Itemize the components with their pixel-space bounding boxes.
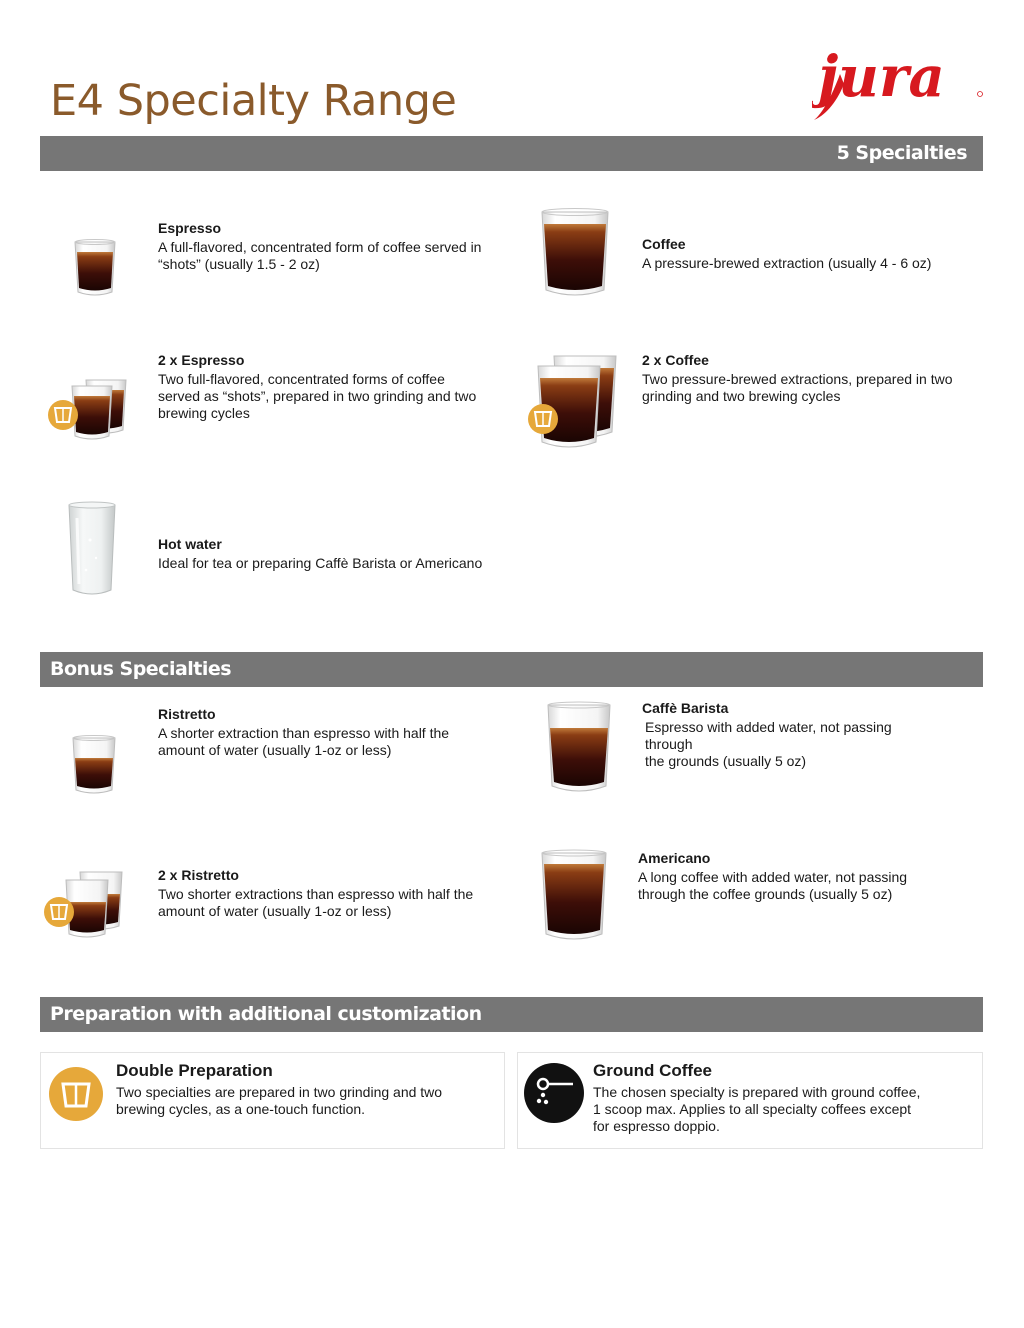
caffe-barista-glass-icon	[544, 700, 614, 796]
card-description: The chosen specialty is prepared with ground coffee, 1 scoop max. Applies to all specialty coffees except for espresso doppio.	[593, 1084, 921, 1134]
specialty-description: Espresso with added water, not passing through the grounds (usually 5 oz)	[645, 719, 892, 769]
card-description: Two specialties are prepared in two grinding and two brewing cycles, as a one-touch function.	[116, 1084, 443, 1117]
specialty-hot-water	[158, 535, 498, 572]
section-header-customization: Preparation with additional customization	[40, 997, 983, 1032]
specialty-description: Two full-flavored, concentrated forms of coffee served as “shots”, prepared in two grinding and two brewing cycles	[158, 371, 477, 421]
specialty-name: Hot water	[158, 536, 222, 552]
specialty-description: A full-flavored, concentrated form of coffee served in “shots” (usually 1.5 - 2 oz)	[158, 239, 482, 272]
specialty-name: Caffè Barista	[642, 700, 729, 716]
specialty-description: A pressure-brewed extraction (usually 4 - 6 oz)	[642, 255, 932, 271]
specialty-name: 2 x Ristretto	[158, 867, 239, 883]
specialty-description: Two shorter extractions than espresso with half the amount of water (usually 1-oz or less)	[158, 886, 474, 919]
specialty-name: 2 x Coffee	[642, 352, 709, 368]
logo-wordmark: jura	[818, 44, 945, 110]
specialty-name: Coffee	[642, 236, 686, 252]
specialty-2x-ristretto	[158, 866, 498, 920]
specialty-coffee	[642, 235, 972, 272]
specialty-description: A shorter extraction than espresso with half the amount of water (usually 1-oz or less)	[158, 725, 450, 758]
specialty-name: Ristretto	[158, 706, 216, 722]
card-title: Ground Coffee	[593, 1061, 712, 1080]
ground-coffee-scoop-icon	[523, 1062, 585, 1124]
ristretto-glass-icon	[70, 734, 118, 796]
specialty-espresso	[158, 219, 488, 273]
specialty-description: A long coffee with added water, not passing through the coffee grounds (usually 5 oz)	[638, 869, 908, 902]
double-coffee-glass-icon	[526, 352, 622, 452]
coffee-glass-icon	[538, 206, 612, 300]
americano-glass-icon	[538, 848, 610, 944]
specialty-americano	[638, 849, 928, 903]
double-cup-icon	[48, 1066, 104, 1122]
specialty-description: Ideal for tea or preparing Caffè Barista or Americano	[158, 555, 483, 571]
specialty-caffe-barista	[642, 699, 902, 770]
page-title: E4 Specialty Range	[50, 76, 457, 126]
card-ground-coffee	[517, 1052, 983, 1149]
section-header-specialties: 5 Specialties	[40, 136, 983, 171]
jura-logo-icon	[812, 44, 984, 124]
double-espresso-glass-icon	[46, 376, 130, 444]
specialty-2x-espresso	[158, 351, 488, 422]
specialty-name: 2 x Espresso	[158, 352, 245, 368]
hot-water-glass-icon	[66, 500, 118, 598]
section-header-bonus: Bonus Specialties	[40, 652, 983, 687]
card-title: Double Preparation	[116, 1061, 273, 1080]
specialty-name: Espresso	[158, 220, 222, 236]
double-ristretto-glass-icon	[42, 868, 128, 942]
jura-logo	[812, 44, 984, 129]
specialty-name: Americano	[638, 850, 711, 866]
specialty-description: Two pressure-brewed extractions, prepared in two grinding and two brewing cycles	[642, 371, 953, 404]
espresso-glass-icon	[72, 238, 118, 298]
specialty-ristretto	[158, 705, 488, 759]
card-double-preparation	[40, 1052, 505, 1149]
specialty-2x-coffee	[642, 351, 972, 405]
